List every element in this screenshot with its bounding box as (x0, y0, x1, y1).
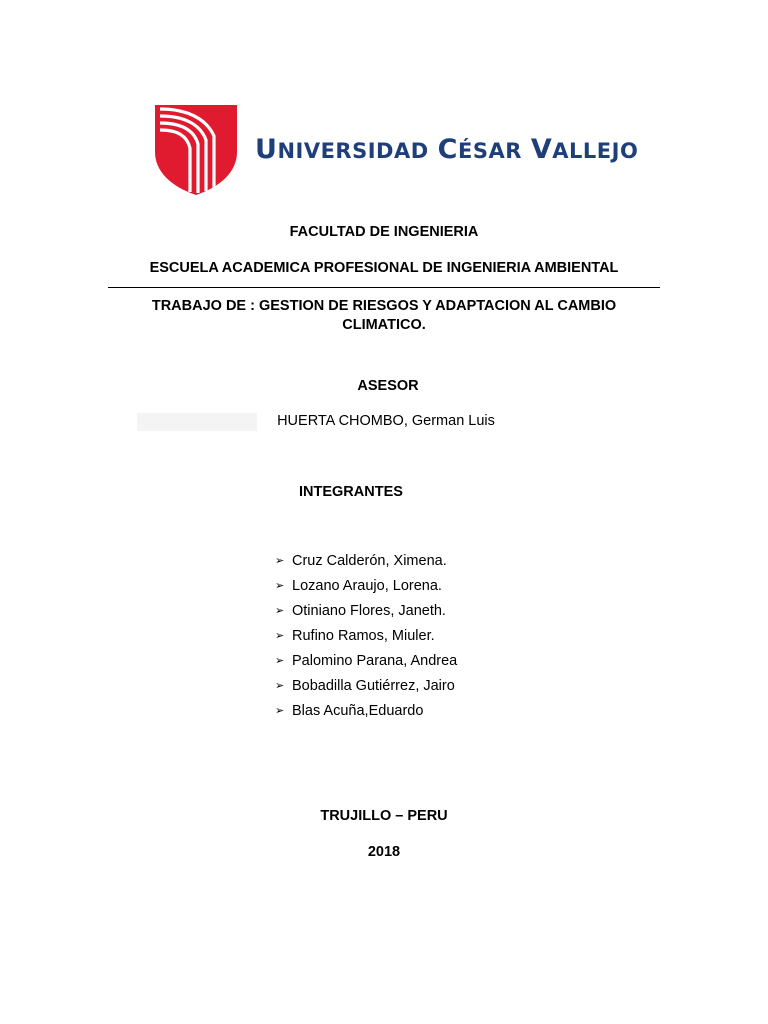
list-item (275, 627, 457, 652)
arrow-bullet-icon: ➢ (275, 555, 285, 567)
faculty-heading: FACULTAD DE INGENIERIA (289, 224, 479, 240)
arrow-bullet-icon: ➢ (275, 705, 285, 717)
arrow-bullet-icon: ➢ (275, 680, 285, 692)
advisor-name: HUERTA CHOMBO, German Luis (277, 413, 495, 429)
list-item (275, 577, 457, 602)
city-country: TRUJILLO – PERU (320, 808, 448, 824)
work-title (110, 297, 658, 335)
member-name: Palomino Parana, Andrea (292, 653, 458, 669)
list-item (275, 652, 457, 677)
list-item (275, 552, 457, 577)
members-heading: INTEGRANTES (299, 484, 403, 500)
university-wordmark: UNIVERSIDAD CÉSAR VALLEJO (255, 134, 639, 165)
list-item (275, 702, 457, 727)
arrow-bullet-icon: ➢ (275, 580, 285, 592)
member-list (275, 552, 457, 727)
list-item (275, 677, 457, 702)
member-name: Cruz Calderón, Ximena. (292, 553, 447, 569)
member-name: Lozano Araujo, Lorena. (292, 578, 442, 594)
arrow-bullet-icon: ➢ (275, 655, 285, 667)
advisor-heading: ASESOR (357, 378, 419, 394)
arrow-bullet-icon: ➢ (275, 605, 285, 617)
member-name: Rufino Ramos, Miuler. (292, 628, 435, 644)
arrow-bullet-icon: ➢ (275, 630, 285, 642)
work-title-line-1: TRABAJO DE : GESTION DE RIESGOS Y ADAPTACION AL CAMBIO (151, 298, 617, 314)
work-title-line-2: CLIMATICO. (342, 317, 426, 333)
year: 2018 (367, 844, 401, 860)
title-divider (108, 287, 660, 288)
member-name: Otiniano Flores, Janeth. (292, 603, 446, 619)
list-item (275, 602, 457, 627)
university-shield-icon (154, 104, 238, 196)
member-name: Blas Acuña,Eduardo (292, 703, 424, 719)
member-name: Bobadilla Gutiérrez, Jairo (292, 678, 455, 694)
school-heading: ESCUELA ACADEMICA PROFESIONAL DE INGENIERIA AMBIENTAL (149, 260, 619, 276)
